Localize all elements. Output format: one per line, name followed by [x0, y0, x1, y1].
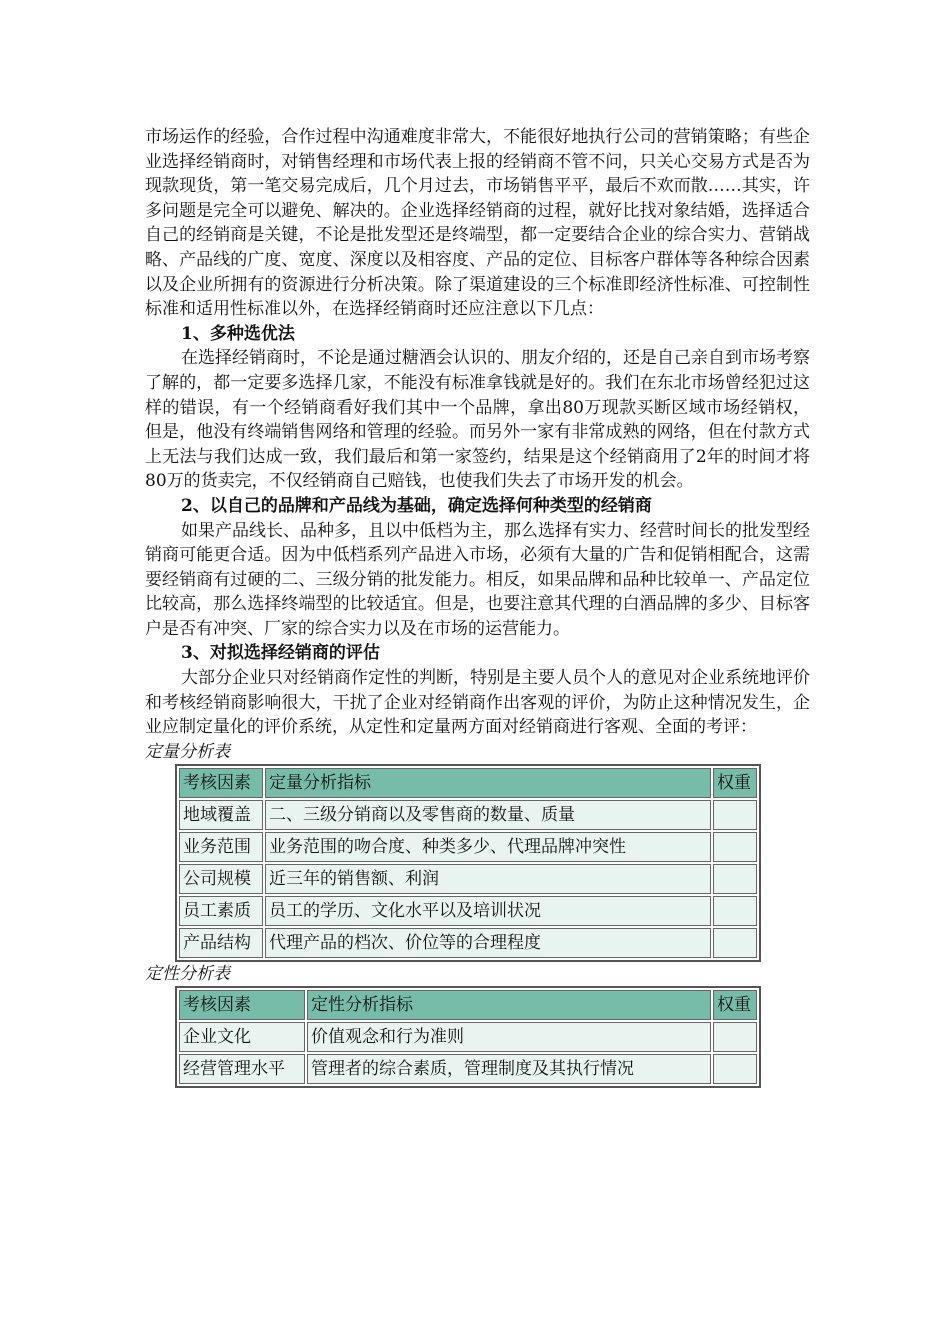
- table-row: [179, 928, 757, 958]
- table-row: [179, 1054, 757, 1084]
- table-cell: 代理产品的档次、价位等的合理程度: [265, 928, 711, 958]
- qual-table-caption: 定性分析表: [145, 963, 230, 984]
- section-body-1: 在选择经销商时，不论是通过糖酒会认识的、朋友介绍的，还是自己亲自到市场考察了解的，都一定要多选择几家，不能没有标准拿钱就是好的。我们在东北市场曾经犯过这样的错误，有一个经销商看好我们其中一个品牌，拿出80万现款买断区域市场经销权，但是，他没有终端销售网络和管理的经验。而另外一家有非常成熟的网络，但在付款方式上无法与我们达成一致，我们最后和第一家签约，结果是这个经销商用了2年的时间才将80万的货卖完，不仅经销商自己赔钱，也使我们失去了市场开发的机会。: [145, 348, 810, 492]
- table-cell: [713, 1022, 757, 1052]
- quant-table-caption: 定量分析表: [145, 741, 230, 762]
- table-cell: [713, 800, 757, 830]
- table-cell: [713, 896, 757, 926]
- table-cell: 员工素质: [179, 896, 263, 926]
- table-row: [179, 800, 757, 830]
- table-header-cell: 定量分析指标: [265, 768, 711, 798]
- table-cell: [713, 928, 757, 958]
- table-cell: 产品结构: [179, 928, 263, 958]
- table-cell: 业务范围: [179, 832, 263, 862]
- table-header-row: [179, 990, 757, 1020]
- table-cell: [713, 832, 757, 862]
- table-cell: 地域覆盖: [179, 800, 263, 830]
- table-cell: 近三年的销售额、利润: [265, 864, 711, 894]
- table-header-cell: 权重: [713, 768, 757, 798]
- document-body: [145, 125, 810, 1088]
- table-cell: 公司规模: [179, 864, 263, 894]
- table-header-cell: 考核因素: [179, 990, 305, 1020]
- table-cell: 管理者的综合素质，管理制度及其执行情况: [307, 1054, 711, 1084]
- section-heading-2: 2、以自己的品牌和产品线为基础，确定选择何种类型的经销商: [181, 495, 652, 516]
- intro-paragraph: 市场运作的经验，合作过程中沟通难度非常大，不能很好地执行公司的营销策略；有些企业选择经销商时，对销售经理和市场代表上报的经销商不管不问，只关心交易方式是否为现款现货，第一笔交易完成后，几个月过去，市场销售平平，最后不欢而散……其实，许多问题是完全可以避免、解决的。企业选择经销商的过程，就好比找对象结婚，选择适合自己的经销商是关键，不论是批发型还是终端型，都一定要结合企业的综合实力、营销战略、产品线的广度、宽度、深度以及相容度、产品的定位、目标客户群体等各种综合因素以及企业所拥有的资源进行分析决策。除了渠道建设的三个标准即经济性标准、可控制性标准和适用性标准以外，在选择经销商时还应注意以下几点：: [145, 127, 810, 320]
- table-row: [179, 864, 757, 894]
- qual-analysis-table: [175, 986, 761, 1088]
- section-body-3: 大部分企业只对经销商作定性的判断，特别是主要人员个人的意见对企业系统地评价和考核经销商影响很大，干扰了企业对经销商作出客观的评价，为防止这种情况发生，企业应制定量化的评价系统，从定性和定量两方面对经销商进行客观、全面的考评：: [145, 668, 810, 738]
- table-cell: 员工的学历、文化水平以及培训状况: [265, 896, 711, 926]
- section-heading-1: 1、多种选优法: [181, 323, 295, 344]
- table-cell: 二、三级分销商以及零售商的数量、质量: [265, 800, 711, 830]
- table-row: [179, 896, 757, 926]
- table-cell: 经营管理水平: [179, 1054, 305, 1084]
- table-header-row: [179, 768, 757, 798]
- section-heading-3: 3、对拟选择经销商的评估: [181, 643, 380, 664]
- table-row: [179, 832, 757, 862]
- section-body-2: 如果产品线长、品种多，且以中低档为主，那么选择有实力、经营时间长的批发型经销商可能更合适。因为中低档系列产品进入市场，必须有大量的广告和促销相配合，这需要经销商有过硬的二、三级分销的批发能力。相反，如果品牌和品种比较单一、产品定位比较高，那么选择终端型的比较适宜。但是，也要注意其代理的白酒品牌的多少、目标客户是否有冲突、厂家的综合实力以及在市场的运营能力。: [145, 520, 810, 639]
- table-cell: 业务范围的吻合度、种类多少、代理品牌冲突性: [265, 832, 711, 862]
- table-cell: 价值观念和行为准则: [307, 1022, 711, 1052]
- table-header-cell: 定性分析指标: [307, 990, 711, 1020]
- quant-analysis-table: [175, 764, 761, 962]
- table-header-cell: 考核因素: [179, 768, 263, 798]
- table-cell: 企业文化: [179, 1022, 305, 1052]
- table-header-cell: 权重: [713, 990, 757, 1020]
- table-cell: [713, 1054, 757, 1084]
- table-cell: [713, 864, 757, 894]
- table-row: [179, 1022, 757, 1052]
